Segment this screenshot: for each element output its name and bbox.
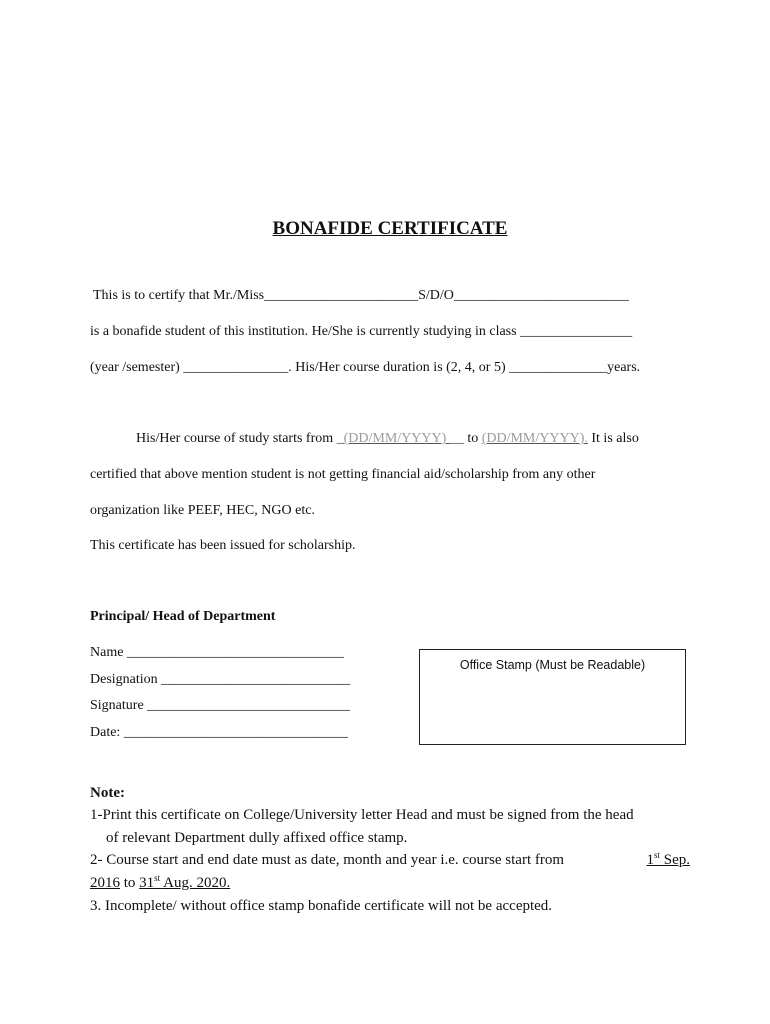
note-heading: Note: [90, 785, 125, 801]
start-day-suffix: st [653, 850, 660, 860]
name-field: Name _______________________________ [90, 645, 344, 660]
note-item-2-text: 2- Course start and end date must as date, month and year i.e. course start from [90, 852, 565, 868]
course-start-text: His/Her course of study starts from [136, 431, 337, 446]
start-year: 2016 [90, 875, 120, 891]
organization-line: organization like PEEF, HEC, NGO etc. [90, 503, 315, 518]
end-month-year: Aug. 2020. [160, 875, 231, 891]
note-item-1-continued: of relevant Department dully affixed office stamp. [106, 830, 408, 846]
signatory-heading: Principal/ Head of Department [90, 609, 276, 624]
to-text: to [463, 431, 482, 446]
financial-aid-line: certified that above mention student is not getting financial aid/scholarship from any other [90, 467, 596, 482]
date-field: Date: ________________________________ [90, 725, 348, 740]
end-day: 31 [139, 875, 155, 891]
designation-field: Designation ___________________________ [90, 672, 351, 687]
issued-line: This certificate has been issued for scholarship. [90, 538, 356, 553]
to-word: to [120, 875, 140, 891]
end-day-suffix: st [154, 873, 161, 883]
start-month: Sep. [660, 852, 690, 868]
class-line: is a bonafide student of this institution. He/She is currently studying in class ________________ [90, 324, 633, 339]
end-date-example [139, 875, 230, 891]
start-day: 1 [646, 852, 654, 868]
note-item-2-continued [90, 875, 230, 892]
end-date-placeholder: (DD/MM/YYYY). [481, 431, 588, 446]
note-item-1: 1-Print this certificate on College/University letter Head and must be signed from the head [90, 807, 634, 823]
start-date-placeholder: _(DD/MM/YYYY) __ [336, 431, 464, 446]
certify-line: This is to certify that Mr./Miss______________________S/D/O_________________________ [93, 288, 629, 303]
office-stamp-label: Office Stamp (Must be Readable) [459, 658, 646, 672]
signature-field: Signature _____________________________ [90, 698, 351, 713]
certificate-title: BONAFIDE CERTIFICATE [272, 218, 508, 239]
office-stamp-box [419, 649, 686, 745]
note-item-3: 3. Incomplete/ without office stamp bonafide certificate will not be accepted. [90, 898, 553, 914]
also-text: It is also [587, 431, 639, 446]
start-date-example [646, 852, 690, 869]
duration-line: (year /semester) _______________. His/Her course duration is (2, 4, or 5) ______________years. [90, 360, 641, 375]
course-dates-line [136, 431, 639, 447]
note-item-2 [90, 852, 690, 869]
